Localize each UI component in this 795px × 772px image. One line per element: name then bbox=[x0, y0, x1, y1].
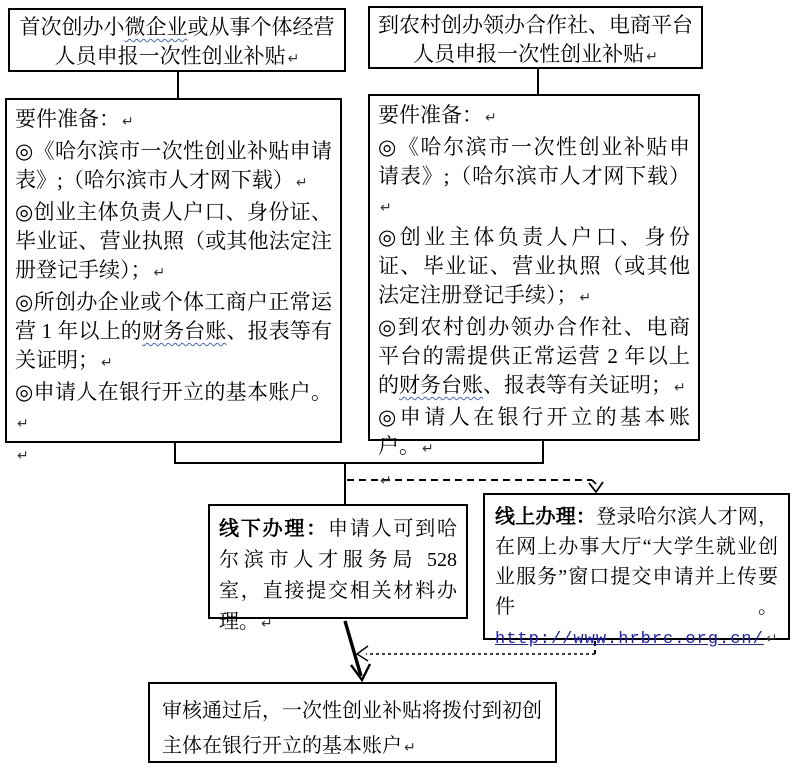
text-segment: ◎到农村创办领办合作社、电商平台的需提供正常运营 2 年以上的 bbox=[378, 315, 690, 397]
text-segment: 、报表等有关证明； bbox=[15, 319, 333, 372]
paragraph-mark-icon: ↵ bbox=[17, 416, 29, 432]
requirement-item bbox=[378, 313, 690, 403]
paragraph-mark-icon: ↵ bbox=[287, 51, 300, 67]
paragraph-mark-icon: ↵ bbox=[122, 114, 134, 130]
text-segment: ◎创业主体负责人户口、身份证、毕业证、营业执照（或其他法定注册登记手续）； bbox=[15, 200, 332, 282]
paragraph-mark-icon: ↵ bbox=[422, 441, 434, 457]
text-segment-wavy: 财务台账 bbox=[399, 373, 483, 397]
paragraph-mark-icon: ↵ bbox=[153, 265, 166, 281]
blank-line bbox=[378, 464, 690, 496]
paragraph-mark-icon: ↵ bbox=[485, 110, 497, 126]
requirement-item bbox=[15, 198, 332, 288]
text-segment: 到农村创办领办合作社、电商平台人员申报一次性创业补贴 bbox=[378, 13, 693, 66]
result-text bbox=[162, 694, 543, 766]
requirements-box-left bbox=[5, 98, 342, 464]
text-segment: 或从事个体经营人员申报一次性创业补贴 bbox=[54, 15, 335, 68]
hrbrc-website-link[interactable]: http://www.hrbrc.org.cn/ bbox=[495, 630, 764, 649]
offline-label: 线下办理： bbox=[219, 518, 328, 540]
paragraph-mark-icon: ↵ bbox=[579, 290, 592, 306]
start-box-small-business bbox=[8, 8, 346, 72]
requirement-item bbox=[378, 223, 690, 313]
requirements-box-right bbox=[368, 94, 700, 489]
arrowhead-left-merge bbox=[357, 646, 368, 661]
paragraph-mark-icon: ↵ bbox=[765, 631, 778, 647]
blank-line bbox=[15, 439, 332, 471]
text-segment-wavy: 财务台账 bbox=[141, 319, 227, 343]
requirements-title bbox=[378, 101, 690, 133]
offline-process-text bbox=[219, 514, 457, 640]
online-process-text bbox=[495, 502, 778, 655]
paragraph-mark-icon: ↵ bbox=[380, 473, 392, 489]
paragraph-mark-icon: ↵ bbox=[404, 740, 416, 756]
paragraph-mark-icon: ↵ bbox=[380, 200, 392, 216]
text-segment: 登录哈尔滨人才网，在网上办事大厅“大学生就业创业服务”窗口提交申请并上传要件。 bbox=[495, 506, 779, 618]
text-segment: ◎创业主体负责人户口、身份证、毕业证、营业执照（或其他法定注册登记手续）； bbox=[378, 225, 690, 307]
requirements-title bbox=[15, 105, 332, 137]
text-segment: 、报表等有关证明； bbox=[483, 373, 672, 397]
result-box bbox=[148, 682, 557, 763]
text-segment: ◎申请人在银行开立的基本账户。 bbox=[15, 380, 332, 404]
paragraph-mark-icon: ↵ bbox=[646, 49, 658, 65]
requirement-item bbox=[15, 288, 332, 378]
start-box-rural-coop-text bbox=[370, 11, 701, 72]
paragraph-mark-icon: ↵ bbox=[674, 380, 686, 396]
online-process-box bbox=[483, 493, 790, 649]
requirement-item bbox=[15, 378, 332, 439]
text-segment: ◎申请人在银行开立的基本账户。 bbox=[378, 405, 690, 458]
paragraph-mark-icon: ↵ bbox=[17, 448, 29, 464]
text-segment: 要件准备： bbox=[378, 103, 483, 127]
requirement-item bbox=[378, 133, 690, 223]
paragraph-mark-icon: ↵ bbox=[295, 175, 308, 191]
text-segment-wavy: 微企业 bbox=[124, 15, 188, 39]
requirement-item bbox=[378, 403, 690, 464]
text-segment: ◎所创办企业或个体工商户正常运营 1 年以上的 bbox=[15, 290, 332, 343]
paragraph-mark-icon: ↵ bbox=[261, 616, 273, 632]
start-box-small-business-text bbox=[10, 13, 344, 74]
start-box-rural-coop bbox=[368, 6, 703, 69]
text-segment: 申请人可到哈尔滨市人才服务局 528 室，直接提交相关材料办理。 bbox=[219, 518, 457, 633]
online-label: 线上办理： bbox=[495, 506, 597, 528]
text-segment: 审核通过后，一次性创业补贴将拨付到初创主体在银行开立的基本账户 bbox=[162, 700, 542, 757]
paragraph-mark-icon: ↵ bbox=[101, 355, 113, 371]
text-segment: 要件准备： bbox=[15, 107, 120, 131]
arrowhead-down-result bbox=[351, 664, 370, 680]
requirement-item bbox=[15, 137, 332, 198]
text-segment: ◎《哈尔滨市一次性创业补贴申请表》;（哈尔滨市人才网下载） bbox=[378, 135, 690, 188]
text-segment: 首次创办小 bbox=[19, 15, 125, 39]
text-segment: ◎《哈尔滨市一次性创业补贴申请表》;（哈尔滨市人才网下载） bbox=[15, 139, 332, 192]
offline-process-box bbox=[208, 504, 468, 633]
